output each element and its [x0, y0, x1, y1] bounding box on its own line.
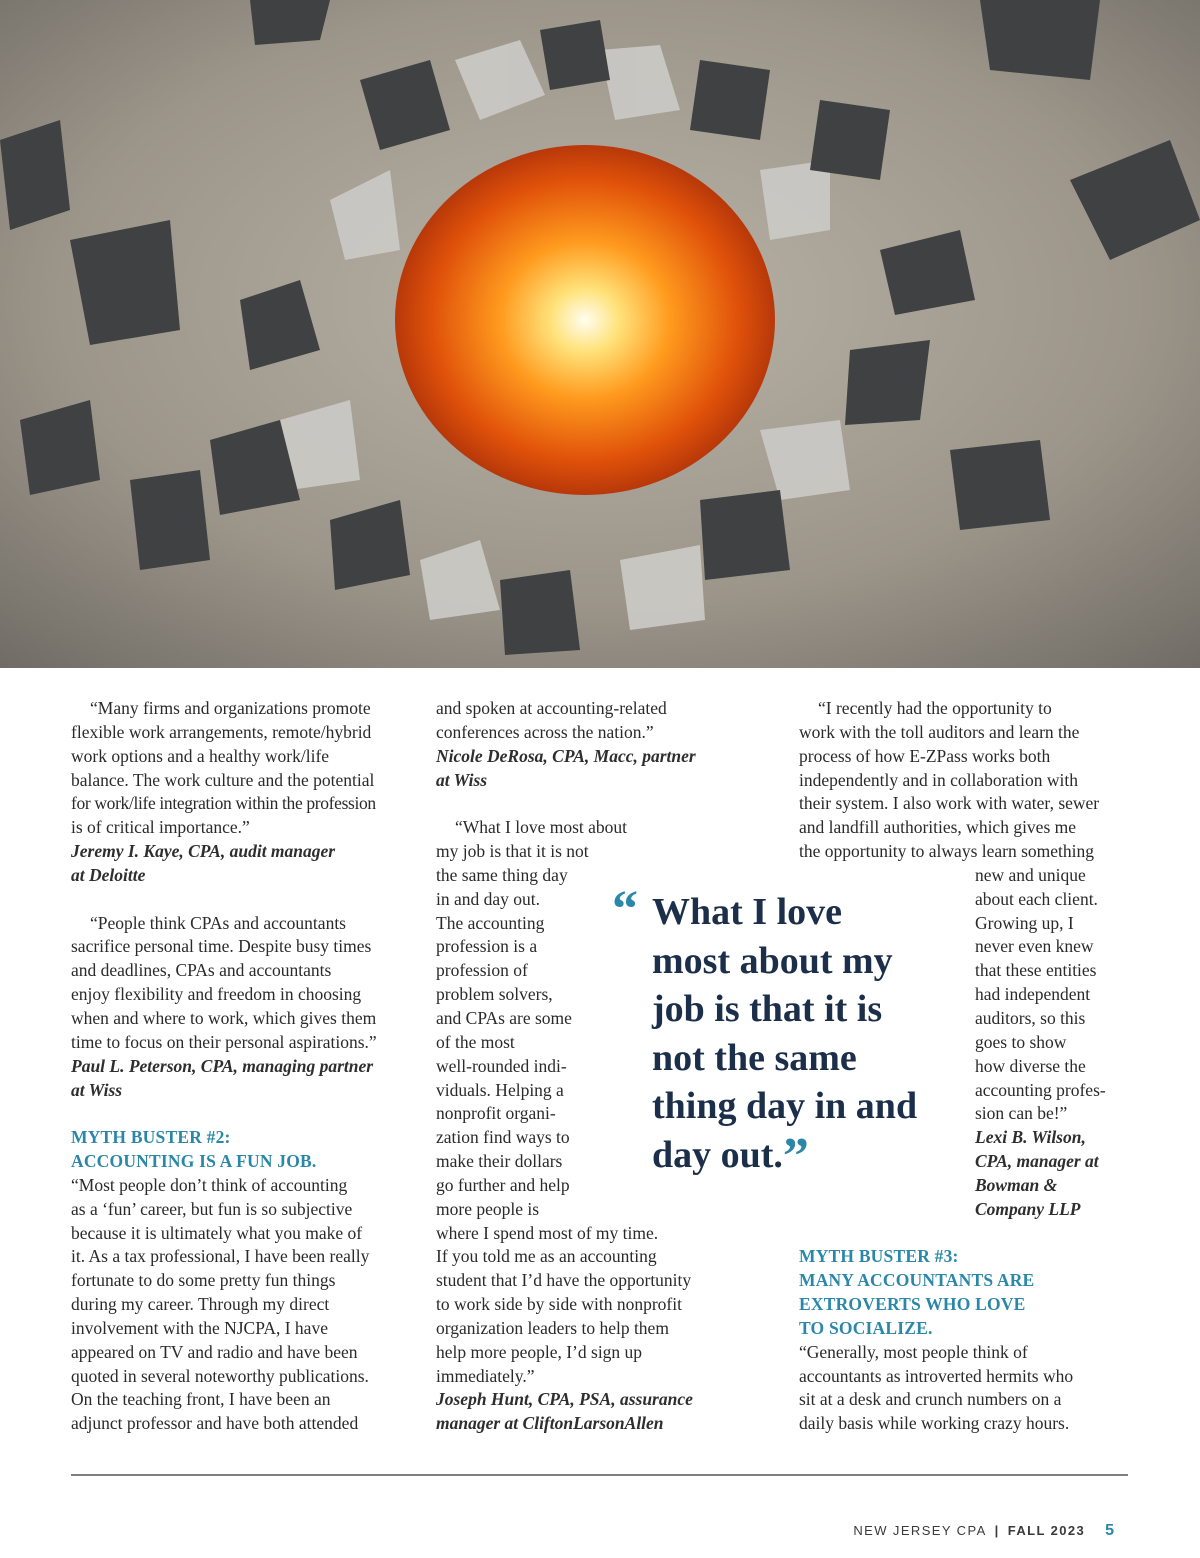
- attribution: Lexi B. Wilson,: [975, 1127, 1086, 1148]
- text-line: the opportunity to always learn something: [799, 841, 1095, 862]
- text-line: accountants as introverted hermits who: [799, 1365, 1074, 1386]
- text-line: “I recently had the opportunity to: [818, 698, 1052, 718]
- text-line: profession of: [436, 960, 528, 981]
- text-line: sit at a desk and crunch numbers on a: [799, 1389, 1062, 1410]
- text-line: new and unique: [975, 864, 1086, 885]
- text-line: when and where to work, which gives them: [71, 1007, 377, 1028]
- myth-buster-2: [71, 1126, 411, 1436]
- text-line: never even knew: [975, 936, 1094, 957]
- text-line: enjoy flexibility and freedom in choosing: [71, 984, 362, 1005]
- text-line: Growing up, I: [975, 912, 1074, 933]
- text-line: organization leaders to help them: [436, 1317, 669, 1338]
- section-heading: EXTROVERTS WHO LOVE: [799, 1294, 1026, 1315]
- text-line: auditors, so this: [975, 1007, 1086, 1028]
- pull-quote-line: not the same: [652, 1036, 857, 1079]
- section-heading: TO SOCIALIZE.: [799, 1317, 933, 1338]
- section-heading: ACCOUNTING IS A FUN JOB.: [71, 1151, 317, 1172]
- text-line: in and day out.: [436, 888, 541, 909]
- text-line: fortunate to do some pretty fun things: [71, 1270, 336, 1291]
- text-line: and landfill authorities, which gives me: [799, 817, 1077, 838]
- text-line: The accounting: [436, 912, 545, 933]
- text-line: “People think CPAs and accountants: [90, 912, 346, 933]
- text-line: process of how E-ZPass works both: [799, 745, 1051, 766]
- text-line: it. As a tax professional, I have been really: [71, 1246, 370, 1267]
- hero-illustration: [0, 0, 1200, 668]
- page-footer: [853, 1522, 1114, 1540]
- text-line: of the most: [436, 1031, 515, 1052]
- text-line: “Most people don’t think of accounting: [71, 1174, 348, 1195]
- section-heading: MYTH BUSTER #3:: [799, 1246, 959, 1267]
- pull-quote-line: thing day in and: [652, 1085, 918, 1127]
- text-line: work options and a healthy work/life: [71, 745, 330, 766]
- text-line: If you told me as an accounting: [436, 1246, 657, 1267]
- text-line: how diverse the: [975, 1055, 1086, 1076]
- quote-peterson: [71, 912, 411, 1103]
- text-line: student that I’d have the opportunity: [436, 1270, 692, 1291]
- text-line: conferences across the nation.”: [436, 721, 654, 742]
- text-line: make their dollars: [436, 1151, 563, 1172]
- text-line: and deadlines, CPAs and accountants: [71, 960, 332, 981]
- text-line: time to focus on their personal aspirations.”: [71, 1031, 377, 1052]
- text-line: “What I love most about: [455, 817, 628, 838]
- text-line: go further and help: [436, 1174, 570, 1195]
- text-line: appeared on TV and radio and have been: [71, 1341, 358, 1362]
- quote-wilson: [799, 697, 1129, 1222]
- text-line: and CPAs are some: [436, 1007, 572, 1028]
- text-line: profession is a: [436, 936, 538, 957]
- pull-quote-line: day out.: [652, 1133, 783, 1176]
- attribution: Joseph Hunt, CPA, PSA, assurance: [436, 1389, 693, 1410]
- quote-derosa-continued: [436, 697, 736, 792]
- column-1: [71, 697, 411, 1436]
- attribution: CPA, manager at: [975, 1151, 1099, 1172]
- text-line: because it is ultimately what you make of: [71, 1222, 363, 1243]
- text-line: problem solvers,: [436, 984, 553, 1005]
- text-line: sion can be!”: [975, 1103, 1068, 1124]
- text-line: to work side by side with nonprofit: [436, 1294, 682, 1315]
- text-line: my job is that it is not: [436, 841, 589, 862]
- narrow-text-block: [799, 864, 1129, 1222]
- text-line: goes to show: [975, 1031, 1067, 1052]
- text-line: their system. I also work with water, sewer: [799, 793, 1100, 814]
- close-quote-mark: ”: [782, 1127, 809, 1185]
- text-line: sacrifice personal time. Despite busy times: [71, 936, 372, 957]
- text-line: nonprofit organi-: [436, 1103, 556, 1124]
- attribution: manager at CliftonLarsonAllen: [436, 1413, 664, 1434]
- text-line: flexible work arrangements, remote/hybrid: [71, 721, 372, 742]
- text-line: more people is: [436, 1198, 540, 1219]
- text-line: help more people, I’d sign up: [436, 1341, 643, 1362]
- text-line: the same thing day: [436, 864, 568, 885]
- text-line: accounting profes-: [975, 1079, 1106, 1100]
- publication-name: NEW JERSEY CPA: [853, 1523, 987, 1538]
- text-line: well-rounded indi-: [436, 1055, 567, 1076]
- attribution: at Wiss: [436, 769, 488, 790]
- text-line: as a ‘fun’ career, but fun is so subjective: [71, 1198, 353, 1219]
- pull-quote: “ What I love most about my job is that it is not the same thing day in and day out.”: [612, 888, 952, 1179]
- text-line: balance. The work culture and the potential: [71, 769, 375, 790]
- text-line: On the teaching front, I have been an: [71, 1389, 331, 1410]
- text-line: quoted in several noteworthy publications.: [71, 1365, 369, 1386]
- text-line: independently and in collaboration with: [799, 769, 1078, 790]
- text-line: viduals. Helping a: [436, 1079, 564, 1100]
- pull-quote-line: job is that it is: [652, 988, 883, 1030]
- text-line: involvement with the NJCPA, I have: [71, 1317, 328, 1338]
- text-line: “Many firms and organizations promote: [90, 698, 371, 718]
- myth-buster-3: [799, 1245, 1129, 1436]
- attribution: Paul L. Peterson, CPA, managing partner: [71, 1055, 374, 1076]
- text-line: for work/life integration within the profession: [71, 793, 376, 814]
- column-3: [799, 697, 1129, 1436]
- text-line: where I spend most of my time.: [436, 1222, 659, 1243]
- text-line: about each client.: [975, 888, 1098, 909]
- text-line: and spoken at accounting-related: [436, 698, 667, 718]
- exploding-wall-image: [0, 0, 1200, 668]
- footer-separator: |: [994, 1523, 1000, 1538]
- attribution: Nicole DeRosa, CPA, Macc, partner: [436, 745, 696, 766]
- text-line: that these entities: [975, 960, 1097, 981]
- text-line: adjunct professor and have both attended: [71, 1413, 359, 1434]
- text-line: during my career. Through my direct: [71, 1294, 330, 1315]
- text-line: work with the toll auditors and learn the: [799, 721, 1080, 742]
- text-line: immediately.”: [436, 1365, 535, 1386]
- text-line: daily basis while working crazy hours.: [799, 1413, 1070, 1434]
- footer-divider: [71, 1474, 1128, 1476]
- text-line: is of critical importance.”: [71, 817, 250, 838]
- attribution: Jeremy I. Kaye, CPA, audit manager: [71, 841, 336, 862]
- attribution: at Deloitte: [71, 864, 146, 885]
- section-heading: MYTH BUSTER #2:: [71, 1127, 231, 1148]
- pull-quote-line: What I love: [652, 891, 842, 933]
- text-line: had independent: [975, 984, 1091, 1005]
- text-line: zation find ways to: [436, 1127, 570, 1148]
- text-line: “Generally, most people think of: [799, 1341, 1028, 1362]
- quote-kaye: [71, 697, 411, 888]
- attribution: at Wiss: [71, 1079, 123, 1100]
- pull-quote-line: most about my: [652, 939, 893, 982]
- attribution: Company LLP: [975, 1198, 1081, 1219]
- page-number: 5: [1105, 1522, 1114, 1539]
- section-heading: MANY ACCOUNTANTS ARE: [799, 1270, 1035, 1291]
- issue-label: FALL 2023: [1007, 1523, 1086, 1538]
- attribution: Bowman &: [975, 1174, 1058, 1195]
